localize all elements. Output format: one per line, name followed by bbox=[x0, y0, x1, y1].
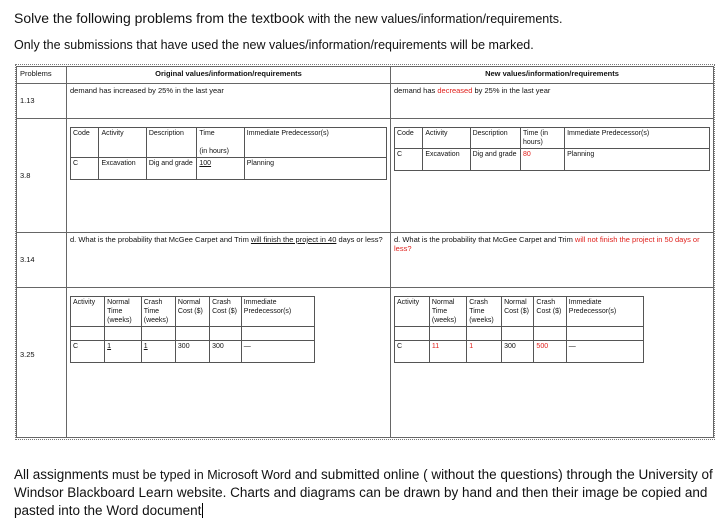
new-text-suffix: by 25% in the last year bbox=[472, 86, 551, 95]
cell: Planning bbox=[565, 149, 710, 171]
cell: Excavation bbox=[99, 158, 146, 180]
cell: 1 bbox=[105, 341, 142, 363]
question-text: d. What is the probability that McGee Carpet and Trim bbox=[70, 235, 251, 244]
question-underlined: will finish the project in 40 bbox=[250, 235, 337, 244]
problem-row-3-25 bbox=[17, 288, 714, 438]
cell: 300 bbox=[175, 341, 209, 363]
col-header: Time (in hours) bbox=[197, 128, 244, 158]
cell: — bbox=[566, 341, 643, 363]
footer-part-1: All assignments bbox=[14, 467, 109, 482]
col-header: Normal Cost ($) bbox=[175, 297, 209, 327]
cell: 11 bbox=[429, 341, 466, 363]
instruction-line-1 bbox=[14, 10, 562, 26]
col-header: Crash Cost ($) bbox=[534, 297, 566, 327]
instruction-main-text: Solve the following problems from the textbook bbox=[14, 10, 305, 26]
new-cell bbox=[391, 119, 714, 233]
cell: — bbox=[241, 341, 314, 363]
col-header: Activity bbox=[423, 128, 470, 149]
footer-part-2: must be typed in Microsoft Word bbox=[108, 468, 292, 482]
new-crash-table bbox=[394, 296, 644, 363]
instruction-line-2: Only the submissions that have used the new values/information/requirements will be marked. bbox=[14, 38, 534, 52]
col-header: Normal Time (weeks) bbox=[429, 297, 466, 327]
col-header: Activity bbox=[71, 297, 105, 327]
cell: Dig and grade bbox=[470, 149, 520, 171]
instruction-small-text: with the new values/information/requirements. bbox=[308, 12, 563, 26]
col-header: Crash Cost ($) bbox=[210, 297, 242, 327]
col-header: Code bbox=[395, 128, 423, 149]
cell: Excavation bbox=[423, 149, 470, 171]
cell: 300 bbox=[502, 341, 534, 363]
problem-row-3-14 bbox=[17, 233, 714, 288]
col-header: Crash Time (weeks) bbox=[141, 297, 175, 327]
cell: C bbox=[71, 341, 105, 363]
cell: 300 bbox=[210, 341, 242, 363]
cell: C bbox=[395, 341, 430, 363]
new-cell bbox=[391, 84, 714, 119]
col-header: Description bbox=[470, 128, 520, 149]
problem-number: 3.25 bbox=[17, 288, 67, 438]
cell: 1 bbox=[141, 341, 175, 363]
new-activity-table bbox=[394, 127, 710, 171]
problem-row-1-13 bbox=[17, 84, 714, 119]
problem-number: 3.8 bbox=[17, 119, 67, 233]
cell: 500 bbox=[534, 341, 566, 363]
col-header: Crash Time (weeks) bbox=[467, 297, 502, 327]
problem-row-3-8 bbox=[17, 119, 714, 233]
cell: 1 bbox=[467, 341, 502, 363]
cell: Dig and grade bbox=[146, 158, 197, 180]
original-crash-table bbox=[70, 296, 315, 363]
new-cell bbox=[391, 233, 714, 288]
question-highlight: will not finish the project in 50 days or less? bbox=[394, 235, 700, 254]
header-row bbox=[17, 67, 714, 84]
new-text-highlight: decreased bbox=[437, 86, 473, 95]
question-text: d. What is the probability that McGee Carpet and Trim bbox=[394, 235, 575, 244]
col-header: Activity bbox=[99, 128, 146, 158]
col-header: Immediate Predecessor(s) bbox=[241, 297, 314, 327]
col-header: Normal Cost ($) bbox=[502, 297, 534, 327]
col-header: Description bbox=[146, 128, 197, 158]
cell: Planning bbox=[244, 158, 386, 180]
col-header: Normal Time (weeks) bbox=[105, 297, 142, 327]
cell: 80 bbox=[520, 149, 564, 171]
original-cell bbox=[67, 288, 391, 438]
footer-part-3: and submitted online ( without the questions) through the University of Windsor Blackboard Learn website. Charts and diagrams can be drawn by hand and then their image be copied and pasted into the Word document bbox=[14, 467, 713, 518]
original-cell bbox=[67, 233, 391, 288]
col-header: Time (in hours) bbox=[520, 128, 564, 149]
problems-table bbox=[16, 66, 714, 438]
question-text-end: days or less? bbox=[336, 235, 383, 244]
original-cell bbox=[67, 119, 391, 233]
cell: C bbox=[395, 149, 423, 171]
cell: C bbox=[71, 158, 99, 180]
header-problems: Problems bbox=[17, 67, 67, 84]
new-text-prefix: demand has bbox=[394, 86, 438, 95]
new-cell bbox=[391, 288, 714, 438]
col-header: Immediate Predecessor(s) bbox=[565, 128, 710, 149]
col-header: Code bbox=[71, 128, 99, 158]
original-activity-table bbox=[70, 127, 387, 180]
cell: 100 bbox=[197, 158, 244, 180]
col-header: Activity bbox=[395, 297, 430, 327]
text-cursor bbox=[202, 503, 203, 518]
problem-number: 3.14 bbox=[17, 233, 67, 288]
col-header: Immediate Predecessor(s) bbox=[244, 128, 386, 158]
submission-instructions bbox=[14, 466, 727, 520]
problem-number: 1.13 bbox=[17, 84, 67, 119]
original-cell: demand has increased by 25% in the last year bbox=[67, 84, 391, 119]
header-new: New values/information/requirements bbox=[391, 67, 714, 84]
col-header: Immediate Predecessor(s) bbox=[566, 297, 643, 327]
header-original: Original values/information/requirements bbox=[67, 67, 391, 84]
